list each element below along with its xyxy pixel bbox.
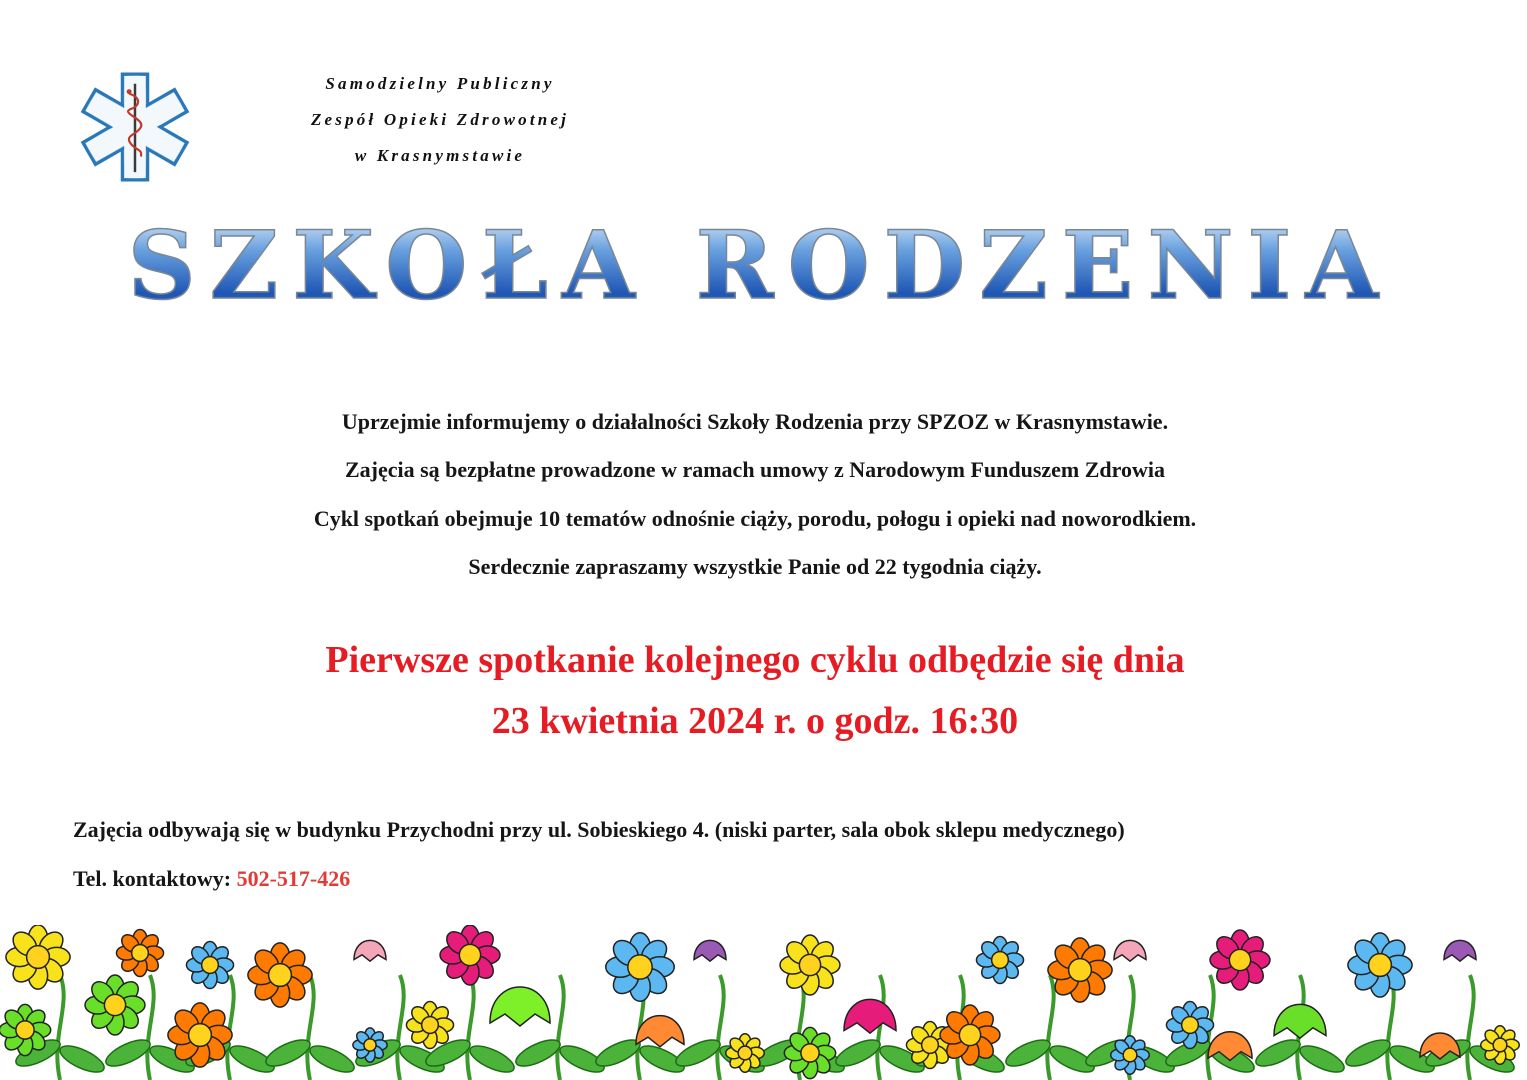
announcement-date: 23 kwietnia 2024 r. o godz. 16:30 [491, 700, 1019, 742]
flower-icon [85, 975, 145, 1035]
flower-icon [606, 933, 674, 1001]
bellflower-icon [490, 987, 550, 1026]
flower-icon [1210, 930, 1270, 990]
flower-icon [1048, 938, 1112, 1002]
org-name-line: w Krasnymstawie [354, 146, 526, 165]
bellflower-icon [354, 940, 386, 961]
phone-number: 502-517-426 [236, 866, 351, 891]
flower-icon [353, 1028, 387, 1062]
phone-label: Tel. kontaktowy: [73, 866, 232, 891]
flower-icon [406, 1001, 453, 1048]
flower-icon [1481, 1026, 1520, 1065]
org-name-line: Zespół Opieki Zdrowotnej [310, 110, 570, 129]
org-name-line: Samodzielny Publiczny [325, 74, 555, 93]
location-text: Zajęcia odbywają się w budynku Przychodni przy ul. Sobieskiego 4. (niski parter, sala obok sklepu medycznego) [73, 817, 1125, 842]
bellflower-icon [1274, 1004, 1326, 1038]
announcement-line: Pierwsze spotkanie kolejnego cyklu odbędzie się dnia [325, 639, 1185, 681]
flower-icon [780, 935, 840, 995]
info-line: Cykl spotkań obejmuje 10 tematów odnośnie ciąży, porodu, połogu i opieki nad noworodkiem. [313, 506, 1197, 531]
info-line: Zajęcia są bezpłatne prowadzone w ramach umowy z Narodowym Funduszem Zdrowia [344, 457, 1166, 482]
bellflower-icon [844, 999, 896, 1033]
flower-icon [168, 1003, 232, 1067]
star-of-life-icon [76, 72, 194, 182]
info-line: Serdecznie zapraszamy wszystkie Panie od 22 tygodnia ciąży. [468, 554, 1042, 579]
flower-icon [116, 929, 163, 976]
bellflower-icon [694, 940, 726, 961]
bellflower-icon [1114, 940, 1146, 961]
flower-icon [6, 925, 70, 989]
flower-icon [1166, 1001, 1213, 1048]
flower-icon [440, 925, 500, 985]
svg-text:SZKOŁA RODZENIA: SZKOŁA RODZENIA [127, 212, 1393, 321]
flower-icon [1348, 933, 1412, 997]
flower-icon [0, 1004, 51, 1055]
flower-icon [186, 941, 233, 988]
contact-line [73, 866, 350, 892]
flower-icon [976, 936, 1023, 983]
page-title [80, 212, 1440, 322]
flower-icon [248, 943, 312, 1007]
flower-icon [940, 1005, 1000, 1065]
flower-icon [726, 1034, 765, 1073]
bellflower-icon [636, 1016, 684, 1047]
flower-border [0, 925, 1527, 1080]
flower-icon [784, 1027, 835, 1078]
info-line: Uprzejmie informujemy o działalności Szkoły Rodzenia przy SPZOZ w Krasnymstawie. [341, 409, 1169, 434]
flower-icon [1111, 1036, 1150, 1075]
bellflower-icon [1444, 940, 1476, 961]
